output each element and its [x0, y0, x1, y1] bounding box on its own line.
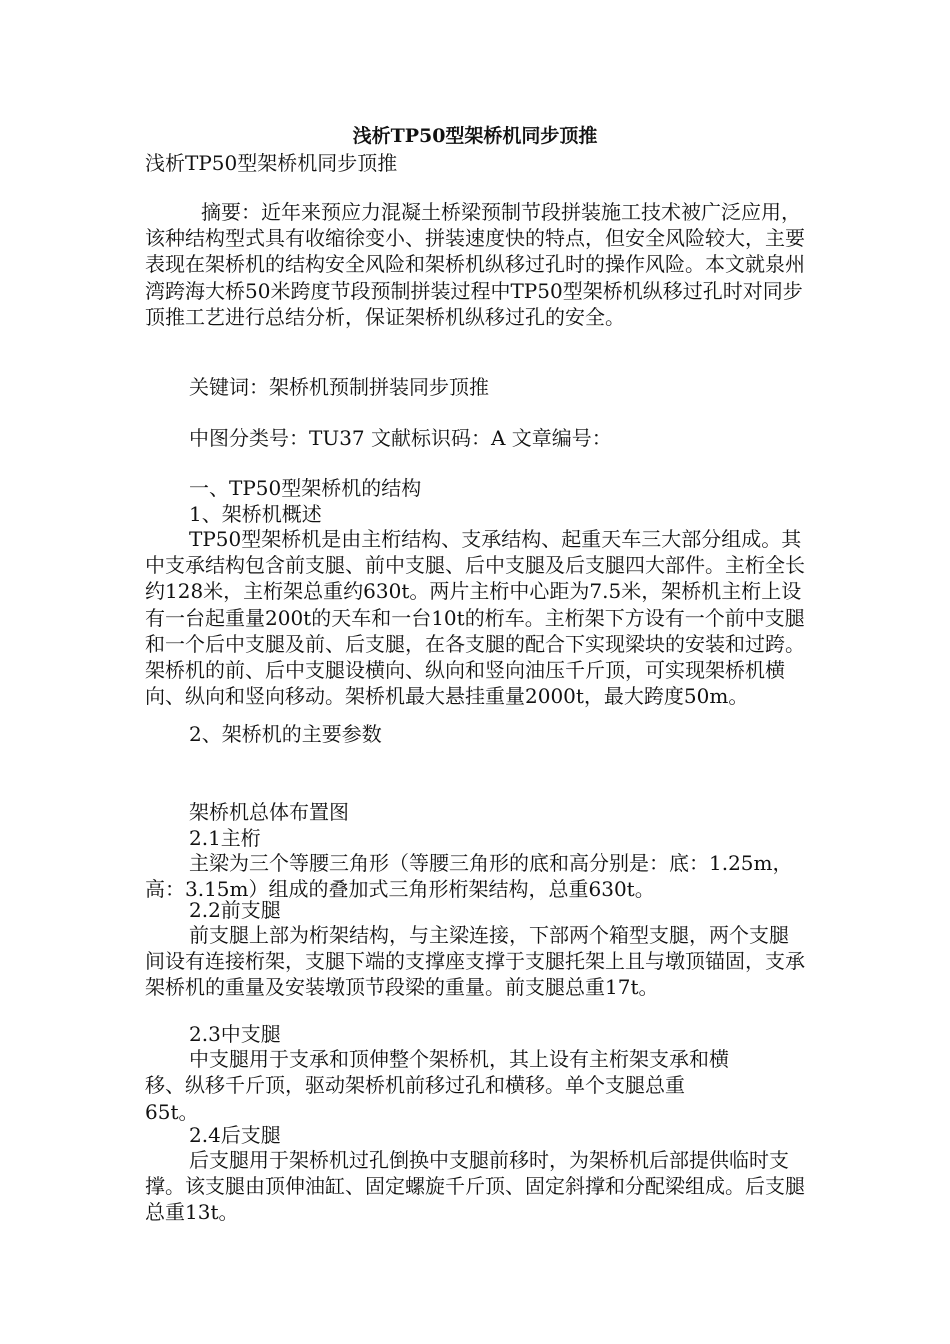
subsection-heading: 2.2前支腿: [189, 898, 281, 922]
subsection-heading: 1、架桥机概述: [189, 502, 322, 526]
classification-line: 中图分类号：TU37 文献标识码：A 文章编号：: [189, 426, 612, 450]
main-truss-paragraph: 主梁为三个等腰三角形（等腰三角形的底和高分别是：底：1.25m，高：3.15m）组成的叠加式三角形桁架结构，总重630t。: [145, 851, 793, 902]
subsection-heading: 2.3中支腿: [189, 1022, 281, 1046]
subsection-heading: 2、架桥机的主要参数: [189, 722, 382, 746]
keywords-line: 关键词：架桥机预制拼装同步顶推: [189, 375, 489, 399]
document-title: 浅析TP50型架桥机同步顶推: [352, 125, 598, 147]
overview-paragraph: TP50型架桥机是由主桁结构、支承结构、起重天车三大部分组成。其中支承结构包含前支腿、前中支腿、后中支腿及后支腿四大部件。主桁全长约128米，主桁架总重约630t。两片主桁中心距为7.5米，架桥机主桁上设有一台起重量200t的天车和一台10t的桁车。主桁架下方设有一个前中支腿和一个后中支腿及前、后支腿，在各支腿的配合下实现梁块的安装和过跨。架桥机的前、后中支腿设横向、纵向和竖向油压千斤顶，可实现架桥机横向、纵向和竖向移动。架桥机最大悬挂重量2000t，最大跨度50m。: [145, 527, 805, 709]
subsection-heading: 2.4后支腿: [189, 1123, 281, 1147]
figure-caption: 架桥机总体布置图: [189, 800, 349, 824]
abstract-paragraph: 摘要：近年来预应力混凝土桥梁预制节段拼装施工技术被广泛应用，该种结构型式具有收缩徐变小、拼装速度快的特点，但安全风险较大，主要表现在架桥机的结构安全风险和架桥机纵移过孔时的操作风险。本文就泉州湾跨海大桥50米跨度节段预制拼装过程中TP50型架桥机纵移过孔时对同步顶推工艺进行总结分析，保证架桥机纵移过孔的安全。: [145, 200, 805, 329]
subsection-heading: 2.1主桁: [189, 826, 261, 850]
section-heading: 一、TP50型架桥机的结构: [189, 476, 422, 500]
front-leg-paragraph: 前支腿上部为桁架结构，与主梁连接，下部两个箱型支腿，两个支腿间设有连接桁架，支腿下端的支撑座支撑于支腿托架上且与墩顶锚固，支承架桥机的重量及安装墩顶节段梁的重量。前支腿总重17t。: [145, 923, 805, 1000]
document-subtitle: 浅析TP50型架桥机同步顶推: [145, 151, 398, 175]
middle-leg-paragraph: 中支腿用于支承和顶伸整个架桥机，其上设有主桁架支承和横移、纵移千斤顶，驱动架桥机前移过孔和横移。单个支腿总重: [145, 1047, 729, 1098]
middle-leg-weight: 65t。: [145, 1100, 199, 1124]
rear-leg-paragraph: 后支腿用于架桥机过孔倒换中支腿前移时，为架桥机后部提供临时支撑。该支腿由顶伸油缸、固定螺旋千斤顶、固定斜撑和分配梁组成。后支腿总重13t。: [145, 1148, 805, 1225]
